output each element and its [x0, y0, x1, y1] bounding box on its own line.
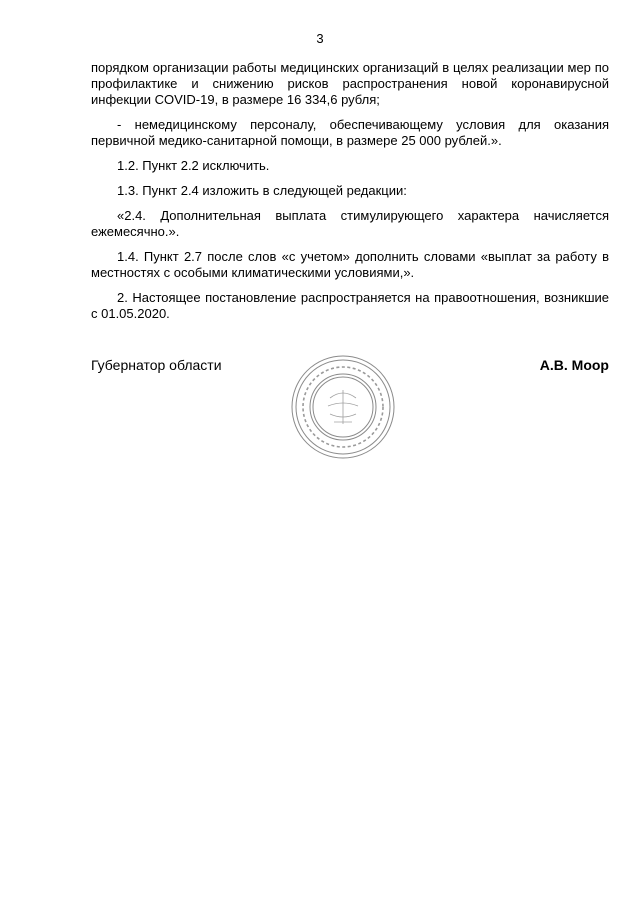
paragraph-item-1-4: 1.4. Пункт 2.7 после слов «с учетом» дополнить словами «выплат за работу в местностях с особыми климатическими условиями,». — [91, 249, 609, 280]
paragraph-non-medical-staff: - немедицинскому персоналу, обеспечивающему условия для оказания первичной медико-санитарной помощи, в размере 25 000 рублей.». — [91, 117, 609, 148]
signatory-name: А.В. Моор — [539, 357, 609, 373]
paragraph-continuation: порядком организации работы медицинских организаций в целях реализации мер по профилактике и снижению рисков распространения новой коронавирусной инфекции COVID-19, в размере 16 334,6 рубля; — [91, 60, 609, 107]
official-seal — [290, 354, 396, 460]
paragraph-item-1-3: 1.3. Пункт 2.4 изложить в следующей редакции: — [117, 183, 407, 198]
page-number: 3 — [316, 31, 324, 46]
signatory-title: Губернатор области — [91, 357, 222, 373]
paragraph-item-1-2: 1.2. Пункт 2.2 исключить. — [117, 158, 270, 173]
paragraph-item-2: 2. Настоящее постановление распространяется на правоотношения, возникшие с 01.05.2020. — [91, 290, 609, 321]
paragraph-item-2-4: «2.4. Дополнительная выплата стимулирующего характера начисляется ежемесячно.». — [91, 208, 609, 239]
document-body — [91, 60, 609, 331]
seal-icon — [290, 354, 396, 460]
